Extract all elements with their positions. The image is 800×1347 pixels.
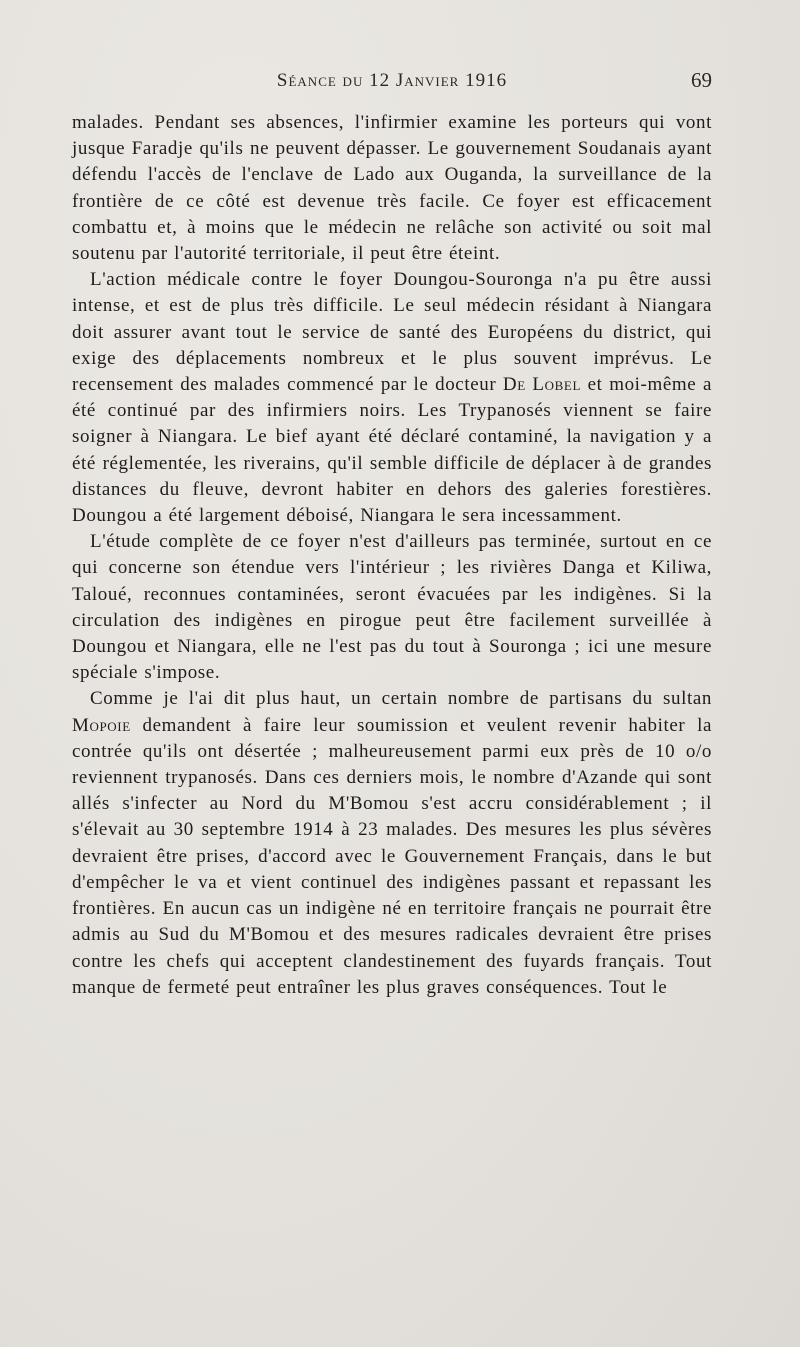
paragraph-2-part-2: et moi-même a été continué par des infirmiers noirs. Les Trypanosés viennent se faire soigner à Niangara. Le bief ayant été déclaré contaminé, la navigation y a été réglementée, les riverains, qu'il semble difficile de déplacer à de grandes distances du fleuve, devront habiter en dehors des galeries forestières. Doungou a été largement déboisé, Niangara le sera incessamment.	[72, 374, 712, 527]
paragraph-4-part-1: Comme je l'ai dit plus haut, un certain nombre de partisans du sultan	[90, 688, 712, 710]
page-number: 69	[691, 68, 712, 92]
page-header	[72, 66, 712, 102]
paragraph-2	[72, 267, 712, 529]
paragraph-4-part-2: demandent à faire leur soumission et veulent revenir habiter la contrée qu'ils ont désertée ; malheureusement parmi eux près de 10 o/o reviennent trypanosés. Dans ces derniers mois, le nombre d'Azande qui sont allés s'infecter au Nord du M'Bomou s'est accru considérablement ; il s'élevait au 30 septembre 1914 à 23 malades. Des mesures les plus sévères devraient être prises, d'accord avec le Gouvernement Français, dans le but d'empêcher le va et vient continuel des indigènes passant et repassant les frontières. En aucun cas un indigène né en territoire français ne pourrait être admis au Sud du M'Bomou et des mesures radicales devraient être prises contre les chefs qui acceptent clandestinement des fuyards français. Tout manque de fermeté peut entraîner les plus graves conséquences. Tout le	[72, 714, 712, 998]
paragraph-3: L'étude complète de ce foyer n'est d'ailleurs pas terminée, surtout en ce qui concerne son étendue vers l'intérieur ; les rivières Danga et Kiliwa, Taloué, reconnues contaminées, seront évacuées par les indigènes. Si la circulation des indigènes en pirogue peut être facilement surveillée à Doungou et Niangara, elle ne l'est pas du tout à Souronga ; ici une mesure spéciale s'impose.	[72, 531, 712, 684]
paragraph-2-part-1: L'action médicale contre le foyer Doungou-Souronga n'a pu être aussi intense, et est de plus très difficile. Le seul médecin résidant à Niangara doit assurer avant tout le service de santé des Européens du district, qui exige des déplacements nombreux et le plus souvent imprévus. Le recensement des malades commencé par le docteur	[72, 269, 712, 396]
paragraph-1: malades. Pendant ses absences, l'infirmier examine les porteurs qui vont jusque Faradje qu'ils ne peuvent dépasser. Le gouvernement Soudanais ayant défendu l'accès de l'enclave de Lado aux Ouganda, la surveillance de la frontière de ce côté est devenue très facile. Ce foyer est efficacement combattu et, à moins que le médecin ne relâche son activité ou soit mal soutenu par l'autorité territoriale, il peut être éteint.	[72, 112, 712, 265]
person-name-de-lobel: De Lobel	[502, 374, 581, 396]
person-name-mopoie: Mopoie	[72, 714, 131, 736]
running-title: Séance du 12 Janvier 1916	[276, 70, 508, 91]
body-text	[72, 110, 712, 1001]
paragraph-4	[72, 686, 712, 1000]
